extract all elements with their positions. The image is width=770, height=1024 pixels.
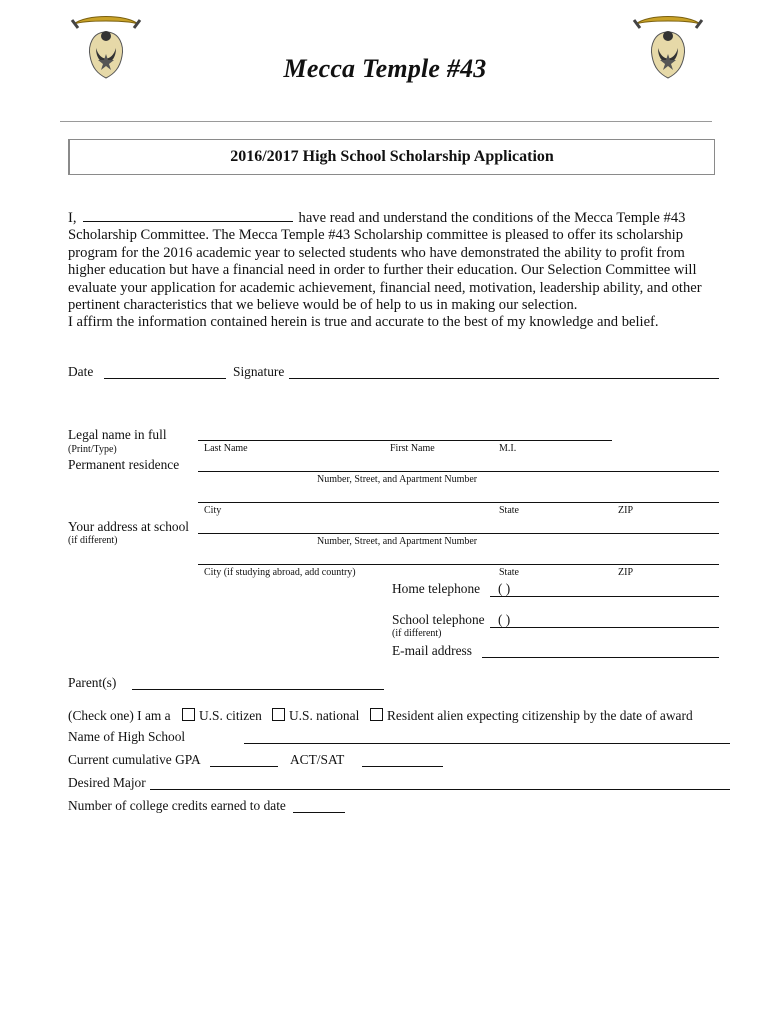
intro-prefix: I, bbox=[68, 210, 77, 226]
parents-label: Parent(s) bbox=[68, 675, 117, 690]
header-divider bbox=[60, 121, 712, 122]
document-title: Mecca Temple #43 bbox=[283, 54, 487, 83]
gpa-label: Current cumulative GPA bbox=[68, 752, 201, 767]
us-citizen-label: U.S. citizen bbox=[199, 708, 262, 723]
check-one-label: (Check one) I am a bbox=[68, 708, 171, 723]
signature-label: Signature bbox=[233, 364, 285, 379]
affirmation-text: I affirm the information contained herein is true and accurate to the best of my knowledge and belief. bbox=[68, 314, 659, 331]
intro-text: have read and understand the conditions of the Mecca Temple #43 Scholarship Committee. The Mecca Temple #43 Scholarship committee is pleased to offer its scholarship program for the 2016 academic year to selected students who have demonstrated the ability to profit from higher education but have a financial need in order to further their education. Our Selection Committee will evaluate your application for academic achievement, financial need, motivation, leadership ability, and other pertinent characteristics that we believe would be of help to us in making our selection. bbox=[68, 210, 702, 314]
legal-name-label: Legal name in full bbox=[68, 427, 167, 442]
permanent-street-label: Number, Street, and Apartment Number bbox=[317, 474, 478, 485]
email-label: E-mail address bbox=[392, 643, 472, 658]
applicant-name-blank[interactable] bbox=[83, 208, 293, 222]
home-telephone-paren: ( ) bbox=[498, 581, 511, 596]
last-name-label: Last Name bbox=[204, 443, 248, 454]
permanent-street-field[interactable] bbox=[198, 471, 719, 472]
credits-field[interactable] bbox=[293, 812, 345, 813]
high-school-field[interactable] bbox=[244, 743, 730, 744]
resident-alien-label: Resident alien expecting citizenship by the date of award bbox=[387, 708, 693, 723]
school-telephone-label: School telephone bbox=[392, 612, 485, 627]
first-name-label: First Name bbox=[390, 443, 435, 454]
school-city-label: City (if studying abroad, add country) bbox=[204, 567, 356, 578]
school-street-field[interactable] bbox=[198, 533, 719, 534]
school-state-label: State bbox=[499, 567, 519, 578]
form-title: 2016/2017 High School Scholarship Application bbox=[230, 148, 554, 165]
us-national-checkbox[interactable] bbox=[272, 708, 285, 721]
legal-name-field[interactable] bbox=[198, 440, 612, 441]
intro-paragraph bbox=[68, 208, 724, 332]
signature-field[interactable] bbox=[289, 378, 719, 379]
school-telephone-if-different: (if different) bbox=[392, 628, 442, 639]
resident-alien-checkbox[interactable] bbox=[370, 708, 383, 721]
email-field[interactable] bbox=[482, 657, 719, 658]
us-national-label: U.S. national bbox=[289, 708, 360, 723]
desired-major-field[interactable] bbox=[150, 789, 730, 790]
school-address-label: Your address at school bbox=[68, 519, 190, 534]
credits-label: Number of college credits earned to date bbox=[68, 798, 286, 813]
form-title-box bbox=[68, 139, 715, 175]
school-telephone-paren: ( ) bbox=[498, 612, 511, 627]
school-city-field[interactable] bbox=[198, 564, 719, 565]
print-type-label: (Print/Type) bbox=[68, 444, 117, 455]
high-school-label: Name of High School bbox=[68, 729, 186, 744]
parents-field[interactable] bbox=[132, 689, 384, 690]
gpa-field[interactable] bbox=[210, 766, 278, 767]
permanent-city-field[interactable] bbox=[198, 502, 719, 503]
home-telephone-label: Home telephone bbox=[392, 581, 481, 596]
us-citizen-checkbox[interactable] bbox=[182, 708, 195, 721]
permanent-zip-label: ZIP bbox=[618, 505, 633, 516]
date-label: Date bbox=[68, 364, 94, 379]
school-street-label: Number, Street, and Apartment Number bbox=[317, 536, 478, 547]
mi-label: M.I. bbox=[499, 443, 517, 454]
date-field[interactable] bbox=[104, 378, 226, 379]
school-address-if-different: (if different) bbox=[68, 535, 118, 546]
act-sat-field[interactable] bbox=[362, 766, 443, 767]
permanent-state-label: State bbox=[499, 505, 519, 516]
school-zip-label: ZIP bbox=[618, 567, 633, 578]
act-sat-label: ACT/SAT bbox=[290, 752, 345, 767]
school-telephone-field[interactable] bbox=[490, 627, 719, 628]
desired-major-label: Desired Major bbox=[68, 775, 146, 790]
permanent-city-label: City bbox=[204, 505, 222, 516]
permanent-residence-label: Permanent residence bbox=[68, 457, 180, 472]
home-telephone-field[interactable] bbox=[490, 596, 719, 597]
